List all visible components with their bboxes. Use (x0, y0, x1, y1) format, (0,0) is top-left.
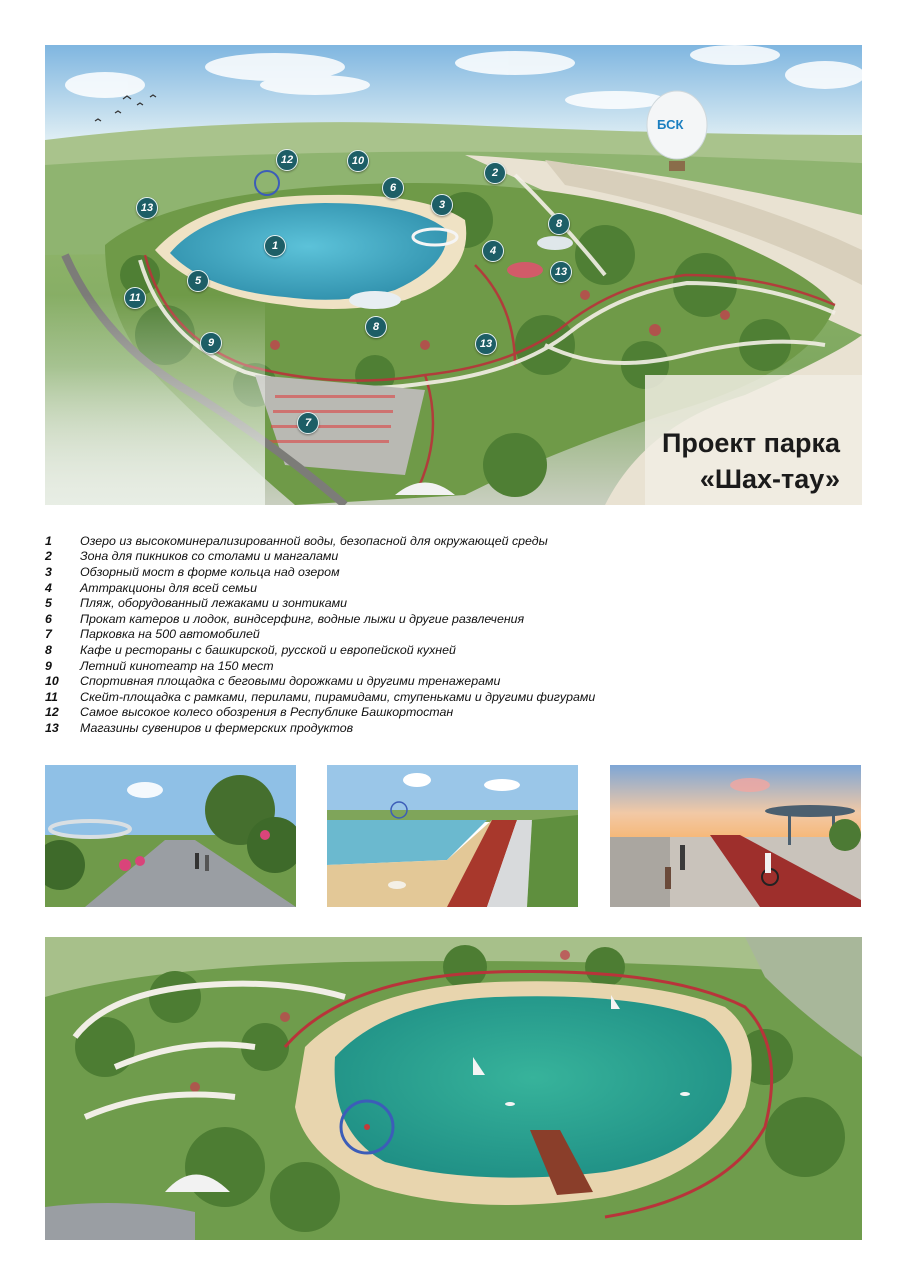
legend-item (45, 658, 825, 674)
legend-number: 10 (45, 674, 59, 689)
legend-item (45, 627, 825, 643)
legend-text: Скейт-площадка с рамками, перилами, пирамидами, ступеньками и другими фигурами (80, 689, 596, 704)
legend-item (45, 689, 825, 705)
legend-text: Парковка на 500 автомобилей (80, 627, 260, 642)
legend-text: Озеро из высокоминерализированной воды, безопасной для окружающей среды (80, 533, 548, 548)
map-marker-7: 7 (297, 412, 319, 434)
legend-item (45, 549, 825, 565)
legend-item (45, 595, 825, 611)
beach-render-illustration (327, 765, 578, 907)
lake-panorama-illustration (45, 937, 862, 1240)
map-marker-12: 12 (276, 149, 298, 171)
legend-item (45, 580, 825, 596)
legend-text: Обзорный мост в форме кольца над озером (80, 564, 340, 579)
legend-number: 6 (45, 611, 52, 626)
map-marker-1: 1 (264, 235, 286, 257)
legend-item (45, 533, 825, 549)
legend-text: Самое высокое колесо обозрения в Республике Башкортостан (80, 705, 454, 720)
map-marker-13-b: 13 (550, 261, 572, 283)
map-marker-11: 11 (124, 287, 146, 309)
title-line-1: Проект парка (662, 428, 840, 458)
map-marker-10: 10 (347, 150, 369, 172)
promenade-render-illustration (610, 765, 861, 907)
legend-number: 3 (45, 564, 52, 579)
legend-number: 13 (45, 720, 59, 735)
legend-item (45, 564, 825, 580)
alley-render-illustration (45, 765, 296, 907)
legend-number: 8 (45, 642, 52, 657)
render-thumbnail-alley (45, 765, 296, 907)
legend-item (45, 642, 825, 658)
legend-text: Летний кинотеатр на 150 мест (80, 658, 274, 673)
legend-text: Аттракционы для всей семьи (80, 580, 258, 595)
map-marker-6: 6 (382, 177, 404, 199)
legend-number: 11 (45, 689, 58, 704)
map-marker-8-b: 8 (365, 316, 387, 338)
legend-number: 12 (45, 705, 59, 720)
legend-number: 7 (45, 627, 52, 642)
legend-number: 1 (45, 533, 52, 548)
legend-item (45, 720, 825, 736)
legend-text: Спортивная площадка с беговыми дорожками и другими тренажерами (80, 674, 501, 689)
title-line-2: «Шах-тау» (699, 464, 840, 494)
legend-text: Прокат катеров и лодок, виндсерфинг, водные лыжи и другие развлечения (80, 611, 525, 626)
map-marker-13-a: 13 (136, 197, 158, 219)
map-marker-4: 4 (482, 240, 504, 262)
aerial-plan-render (45, 45, 862, 505)
legend-text: Пляж, оборудованный лежаками и зонтиками (80, 596, 348, 611)
map-marker-13-c: 13 (475, 333, 497, 355)
render-thumbnail-beach (327, 765, 578, 907)
legend-item (45, 673, 825, 689)
lake-panorama-render (45, 937, 862, 1240)
legend-number: 5 (45, 596, 52, 611)
legend-list (45, 533, 825, 736)
map-marker-5: 5 (187, 270, 209, 292)
render-thumbnail-promenade (610, 765, 861, 907)
page-title (662, 425, 840, 497)
map-marker-2: 2 (484, 162, 506, 184)
balloon-logo: БСК (657, 117, 684, 132)
legend-number: 2 (45, 549, 52, 564)
legend-number: 4 (45, 580, 52, 595)
legend-item (45, 611, 825, 627)
legend-item (45, 705, 825, 721)
legend-number: 9 (45, 658, 52, 673)
map-marker-9: 9 (200, 332, 222, 354)
legend-text: Кафе и рестораны с башкирской, русской и европейской кухней (80, 642, 456, 657)
map-marker-8-a: 8 (548, 213, 570, 235)
map-marker-3: 3 (431, 194, 453, 216)
legend-text: Магазины сувениров и фермерских продуктов (80, 720, 354, 735)
legend-text: Зона для пикников со столами и мангалами (80, 549, 339, 564)
